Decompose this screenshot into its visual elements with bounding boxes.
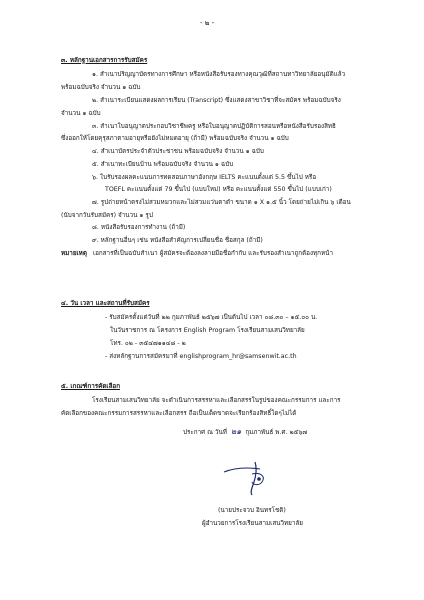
section3-item-7: ๗. รูปถ่ายหน้าตรงไม่สวมหมวกและไม่สวมแว่นตาดำ ขนาด ๑ X ๑.๕ นิ้ว โดยถ่ายไม่เกิน ๖ เดือน	[92, 199, 351, 206]
signer-name: (นายประจวบ อินทรโชติ)	[218, 507, 286, 514]
section3-item-8: ๘. หนังสือรับรองการทำงาน (ถ้ามี)	[92, 224, 186, 231]
section3-item-2: ๒. สำเนาระเบียนแสดงผลการเรียน (Transcript) ซึ่งแสดงสาขาวิชาที่จะสมัคร พร้อมฉบับจริง	[92, 97, 341, 104]
section3-item-5: ๕. สำเนาทะเบียนบ้าน พร้อมฉบับจริง จำนวน ๑ ฉบับ	[92, 161, 234, 168]
announce-date	[183, 428, 307, 437]
section4-line-3: โทร. ๐๒ - ๓๕๔๗๑๑๔๘ - ๒	[110, 340, 186, 347]
announce-rest: กุมภาพันธ์ พ.ศ. ๒๕๖๗	[245, 429, 308, 436]
section5-line-2: คัดเลือกของคณะกรรมการสรรหาและเลือกสรร ถือเป็นเด็ดขาดจะเรียกร้องสิทธิ์ใดๆไม่ได้	[61, 410, 297, 417]
section3-item-3: ๓. สำเนาใบอนุญาตประกอบวิชาชีพครู หรือใบอนุญาตปฏิบัติการสอนหรือหนังสือรับรองสิทธิ	[92, 123, 336, 130]
signature-icon	[222, 458, 280, 500]
announce-day: ๒๑	[230, 427, 242, 436]
announce-prefix: ประกาศ ณ วันที่	[183, 429, 227, 436]
section4-heading: ๔. วัน เวลา และสถานที่รับสมัคร	[61, 300, 150, 307]
section3-item-2-cont: จำนวน ๑ ฉบับ	[61, 110, 101, 117]
section5-heading: ๕. เกณฑ์การคัดเลือก	[61, 383, 121, 390]
section4-line-4: - ส่งหลักฐานการสมัครมาที่ englishprogram_hr@samsenwit.ac.th	[105, 353, 297, 360]
section4-line-2: ในวันราชการ ณ โครงการ English Program โรงเรียนสามเสนวิทยาลัย	[110, 327, 305, 334]
section3-item-3-cont: ซึ่งออกให้โดยคุรุสภาตามอายุหรือยังไม่หมดอายุ (ถ้ามี) พร้อมฉบับจริง จำนวน ๑ ฉบับ	[61, 135, 289, 142]
section3-heading: ๓. หลักฐานเอกสารการรับสมัคร	[61, 57, 148, 64]
section3-item-1-cont: พร้อมฉบับจริง จำนวน ๑ ฉบับ	[61, 84, 141, 91]
section3-item-9: ๙. หลักฐานอื่นๆ เช่น หนังสือสำคัญการเปลี่ยนชื่อ ชื่อสกุล (ถ้ามี)	[92, 237, 263, 244]
section3-item-6: ๖. ใบรับรองผลคะแนนการทดสอบภาษาอังกฤษ IELTS คะแนนตั้งแต่ 5.5 ขึ้นไป หรือ	[92, 174, 317, 181]
section3-item-4: ๔. สำเนาบัตรประจำตัวประชาชน พร้อมฉบับจริง จำนวน ๑ ฉบับ	[92, 148, 264, 155]
section3-item-1: ๑. สำเนาปริญญาบัตรทางการศึกษา หรือหนังสือรับรองทางคุณวุฒิที่สถานทาวิทยาลัยอนุมัติแล้ว	[92, 71, 346, 78]
section3-note	[61, 250, 333, 258]
page-number: - ๒ -	[200, 19, 215, 27]
note-label: หมายเหตุ	[61, 250, 87, 257]
note-text: เอกสารที่เป็นฉบับสำเนา ผู้สมัครจะต้องลงลายมือชื่อกำกับ และรับรองสำเนาถูกต้องทุกหน้า	[92, 250, 333, 257]
section3-item-7-cont: (นับจากวันรับสมัคร) จำนวน ๑ รูป	[61, 212, 153, 219]
signer-title: ผู้อำนวยการโรงเรียนสามเสนวิทยาลัย	[202, 520, 303, 527]
section4-line-1: - รับสมัครตั้งแต่วันที่ ๒๒ กุมภาพันธ์ ๒๕๖๗ เป็นต้นไป เวลา ๐๘.๓๐ – ๑๕.๐๐ น.	[105, 314, 318, 321]
section5-line-1: โรงเรียนสามเสนวิทยาลัย จะดำเนินการสรรหาและเลือกสรรในรูปของคณะกรรมการ และการ	[92, 397, 341, 404]
section3-item-6-cont: TOEFL คะแนนตั้งแต่ 79 ขึ้นไป (แบบใหม่) หรือ คะแนนตั้งแต่ 550 ขึ้นไป (แบบเก่า)	[105, 186, 332, 193]
